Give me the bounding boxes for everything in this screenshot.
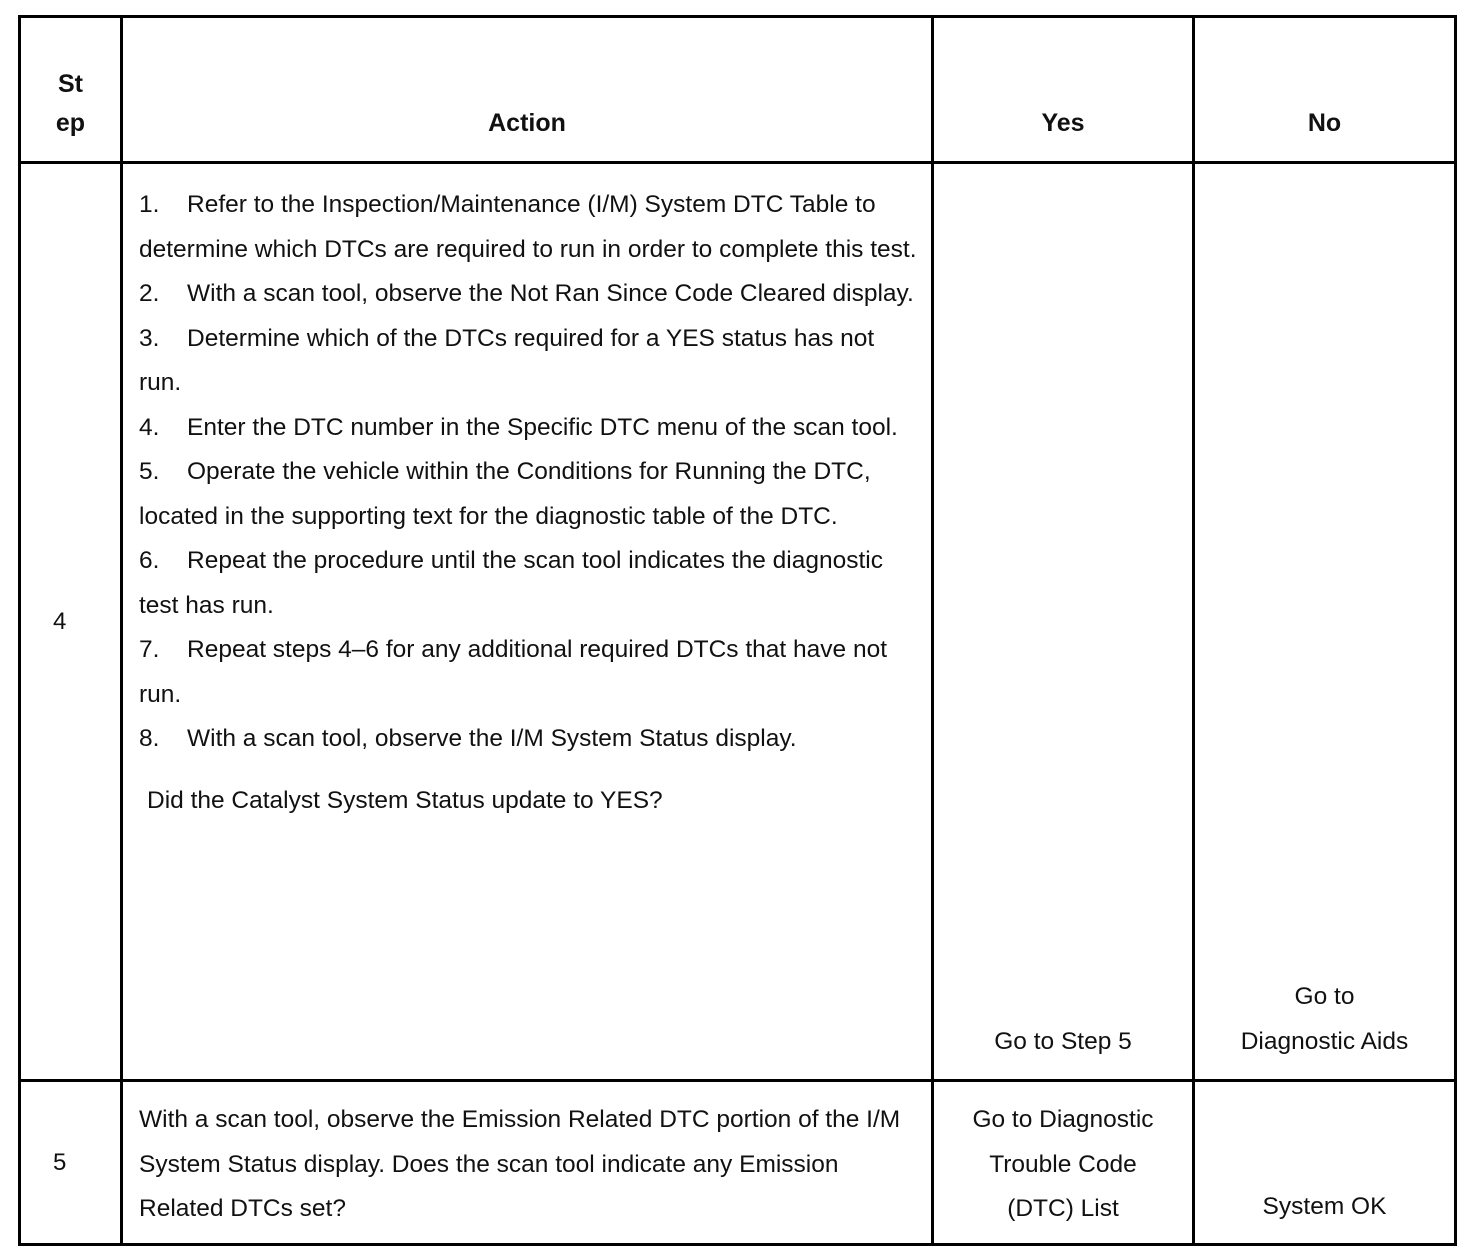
yes-cell-line: Trouble Code [989,1150,1137,1178]
no-cell-line: Go to [1294,983,1355,1010]
list-item-text: Operate the vehicle within the Conditions for Running the DTC, located in the supporting text for the diagnostic table of the DTC. [139,458,871,530]
action-steps-list [139,183,921,762]
list-item [139,272,921,317]
header-row [20,17,1456,163]
list-item-text: Repeat steps 4–6 for any additional required DTCs that have not run. [139,636,888,708]
no-cell-line: Diagnostic Aids [1240,1027,1409,1055]
header-no: No [1194,17,1456,163]
no-cell [1194,163,1456,1081]
step-number: 4 [20,163,122,1081]
list-item [139,717,921,762]
list-item-text: Refer to the Inspection/Maintenance (I/M) System DTC Table to determine which DTCs are required to run in order to complete this test. [139,191,917,263]
list-item-number: 1. [139,191,160,218]
list-item [139,317,921,406]
yes-cell [933,1081,1194,1245]
list-item-text: Enter the DTC number in the Specific DTC menu of the scan tool. [187,413,898,441]
list-item-number: 3. [139,324,160,352]
header-action: Action [122,17,933,163]
list-item [139,183,921,272]
action-cell [122,163,933,1081]
action-cell: With a scan tool, observe the Emission Related DTC portion of the I/M System Status display. Does the scan tool indicate any Emission Related DTCs set? [122,1081,933,1245]
yes-cell: Go to Step 5 [933,163,1194,1081]
list-item-number: 2. [139,280,160,307]
step-number: 5 [20,1081,122,1245]
header-step [20,17,122,163]
list-item [139,406,921,451]
list-item-text: With a scan tool, observe the I/M System Status display. [187,725,797,752]
yes-cell-line: Go to Diagnostic [972,1106,1154,1133]
list-item-number: 7. [139,636,160,663]
no-cell: System OK [1194,1081,1456,1245]
list-item-text: With a scan tool, observe the Not Ran Since Code Cleared display. [187,280,914,307]
list-item-number: 6. [139,547,160,574]
list-item-text: Repeat the procedure until the scan tool indicates the diagnostic test has run. [139,547,883,619]
list-item [139,450,921,539]
question-text: Did the Catalyst System Status update to YES? [147,786,663,814]
list-item [139,628,921,717]
diagnostic-table [18,15,1457,1246]
table-row [20,1081,1456,1245]
header-yes: Yes [933,17,1194,163]
list-item [139,539,921,628]
list-item-text: Determine which of the DTCs required for a YES status has not run. [139,324,875,396]
yes-cell-line: (DTC) List [1007,1195,1119,1222]
list-item-number: 4. [139,413,160,441]
header-step-label: St ep [55,70,86,137]
list-item-number: 5. [139,458,160,485]
table-row [20,163,1456,1081]
list-item-number: 8. [139,725,160,752]
